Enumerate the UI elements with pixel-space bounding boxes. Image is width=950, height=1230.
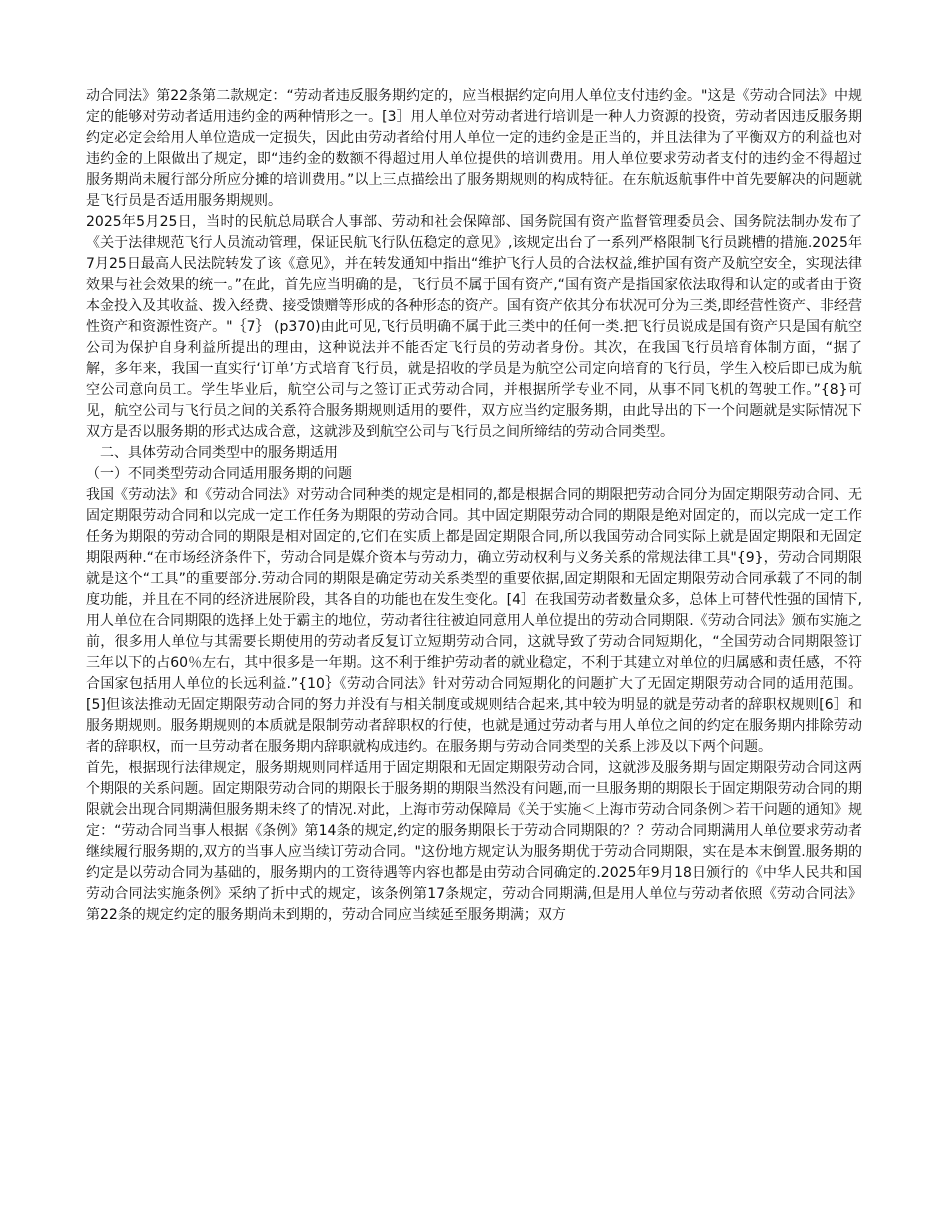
subsection-heading-1: （一）不同类型劳动合同适用服务期的问题 — [86, 466, 352, 482]
paragraph-pilot-policy: 2025年5月25日，当时的民航总局联合人事部、劳动和社会保障部、国务院国有资产监督管理委员会、国务院法制办发布了《关于法律规范飞行人员流动管理，保证民航飞行队伍稳定的意见》,该规定出台了一系列严格限制飞行员跳槽的措施.2025年7月25日最高人民法院转发了该《意见》，并在转发通知中指出“维护飞行人员的合法权益,维护国有资产及航空安全，实现法律效果与社会效果的统一。”在此，首先应当明确的是，飞行员不属于国有资产,“国有资产是指国家依法取得和认定的或者由于资本金投入及其收益、拨入经费、接受馈赠等形成的各种形态的资产。国有资产依其分布状况可分为三类,即经营性资产、非经营性资产和资源性资产。"｛7｝ (p370)由此可见,飞行员明确不属于此三类中的任何一类.把飞行员说成是国有资产只是国有航空公司为保护自身利益所提出的理由，这种说法并不能否定飞行员的劳动者身份。其次，在我国飞行员培育体制方面，“据了解，多年来，我国一直实行‘订单’方式培育飞行员，就是招收的学员是为航空公司定向培育的飞行员，学生入校后即已成为航空公司意向员工。学生毕业后，航空公司与之签订正式劳动合同，并根据所学专业不同，从事不同飞机的驾驶工作。”{8}可见，航空公司与飞行员之间的关系符合服务期规则适用的要件，双方应当约定服务期，由此导出的下一个问题就是实际情况下双方是否以服务期的形式达成合意，这就涉及到航空公司与飞行员之间所缔结的劳动合同类型。 — [86, 214, 862, 440]
paragraph-fixed-term-service-period: 首先，根据现行法律规定，服务期规则同样适用于固定期限和无固定期限劳动合同，这就涉及服务期与固定期限劳动合同这两个期限的关系问题。固定期限劳动合同的期限长于服务期的期限当然没有问题,而一旦服务期的期限长于固定期限劳动合同的期限就会出现合同期满但服务期未终了的情况.对此，上海市劳动保障局《关于实施＜上海市劳动合同条例＞若干问题的通知》规定：“劳动合同当事人根据《条例》第14条的规定,约定的服务期限长于劳动合同期限的？？劳动合同期满用人单位要求劳动者继续履行服务期的,双方的当事人应当续订劳动合同。"这份地方规定认为服务期优于劳动合同期限，实在是本末倒置.服务期的约定是以劳动合同为基础的，服务期内的工资待遇等内容也都是由劳动合同确定的.2025年9月18日颁行的《中华人民共和国劳动合同法实施条例》采纳了折中式的规定，该条例第17条规定，劳动合同期满,但是用人单位与劳动者依照《劳动合同法》第22条的规定约定的服务期尚未到期的，劳动合同应当续延至服务期满；双方 — [86, 760, 862, 923]
document-body — [86, 86, 862, 926]
paragraph-contract-types: 我国《劳动法》和《劳动合同法》对劳动合同种类的规定是相同的,都是根据合同的期限把劳动合同分为固定期限劳动合同、无固定期限劳动合同和以完成一定工作任务为期限的劳动合同。其中固定期限劳动合同的期限是绝对固定的，而以完成一定工作任务为期限的劳动合同的期限是相对固定的,它们在实质上都是固定期限合同,所以我国劳动合同实际上就是固定期限和无固定期限两种.“在市场经济条件下，劳动合同是媒介资本与劳动力，确立劳动权利与义务关系的常规法律工具"{9}，劳动合同期限就是这个“工具”的重要部分.劳动合同的期限是确定劳动关系类型的重要依据,固定期限和无固定期限劳动合同承载了不同的制度功能，并且在不同的经济进展阶段，其各自的功能也在发生变化。[4］在我国劳动者数量众多，总体上可替代性强的国情下,用人单位在合同期限的选择上处于霸主的地位，劳动者往往被迫同意用人单位提出的劳动合同期限.《劳动合同法》颁布实施之前，很多用人单位与其需要长期使用的劳动者反复订立短期劳动合同，这就导致了劳动合同短期化，“全国劳动合同期限签订三年以下的占60％左右，其中很多是一年期。这不利于维护劳动者的就业稳定，不利于其建立对单位的归属感和责任感，不符合国家包括用人单位的长远利益.”{10｝《劳动合同法》针对劳动合同短期化的问题扩大了无固定期限劳动合同的适用范围。[5]但该法推动无固定期限劳动合同的努力并没有与相关制度或规则结合起来,其中较为明显的就是劳动者的辞职权规则[6］和服务期规则。服务期规则的本质就是限制劳动者辞职权的行使，也就是通过劳动者与用人单位之间的约定在服务期内排除劳动者的辞职权，而一旦劳动者在服务期内辞职就构成违约。在服务期与劳动合同类型的关系上涉及以下两个问题。 — [86, 487, 862, 755]
paragraph-service-period-features: 动合同法》第22条第二款规定：“劳动者违反服务期约定的，应当根据约定向用人单位支付违约金。"这是《劳动合同法》中规定的能够对劳动者适用违约金的两种情形之一。[3］用人单位对劳动者进行培训是一种人力资源的投资，劳动者因违反服务期约定必定会给用人单位造成一定损失，因此由劳动者给付用人单位一定的违约金是正当的，并且法律为了平衡双方的利益也对违约金的上限做出了规定，即“违约金的数额不得超过用人单位提供的培训费用。用人单位要求劳动者支付的违约金不得超过服务期尚未履行部分所应分摊的培训费用。”以上三点描绘出了服务期规则的构成特征。在东航返航事件中首先要解决的问题就是飞行员是否适用服务期规则。 — [86, 88, 862, 209]
section-heading-2: 二、具体劳动合同类型中的服务期适用 — [100, 445, 338, 461]
